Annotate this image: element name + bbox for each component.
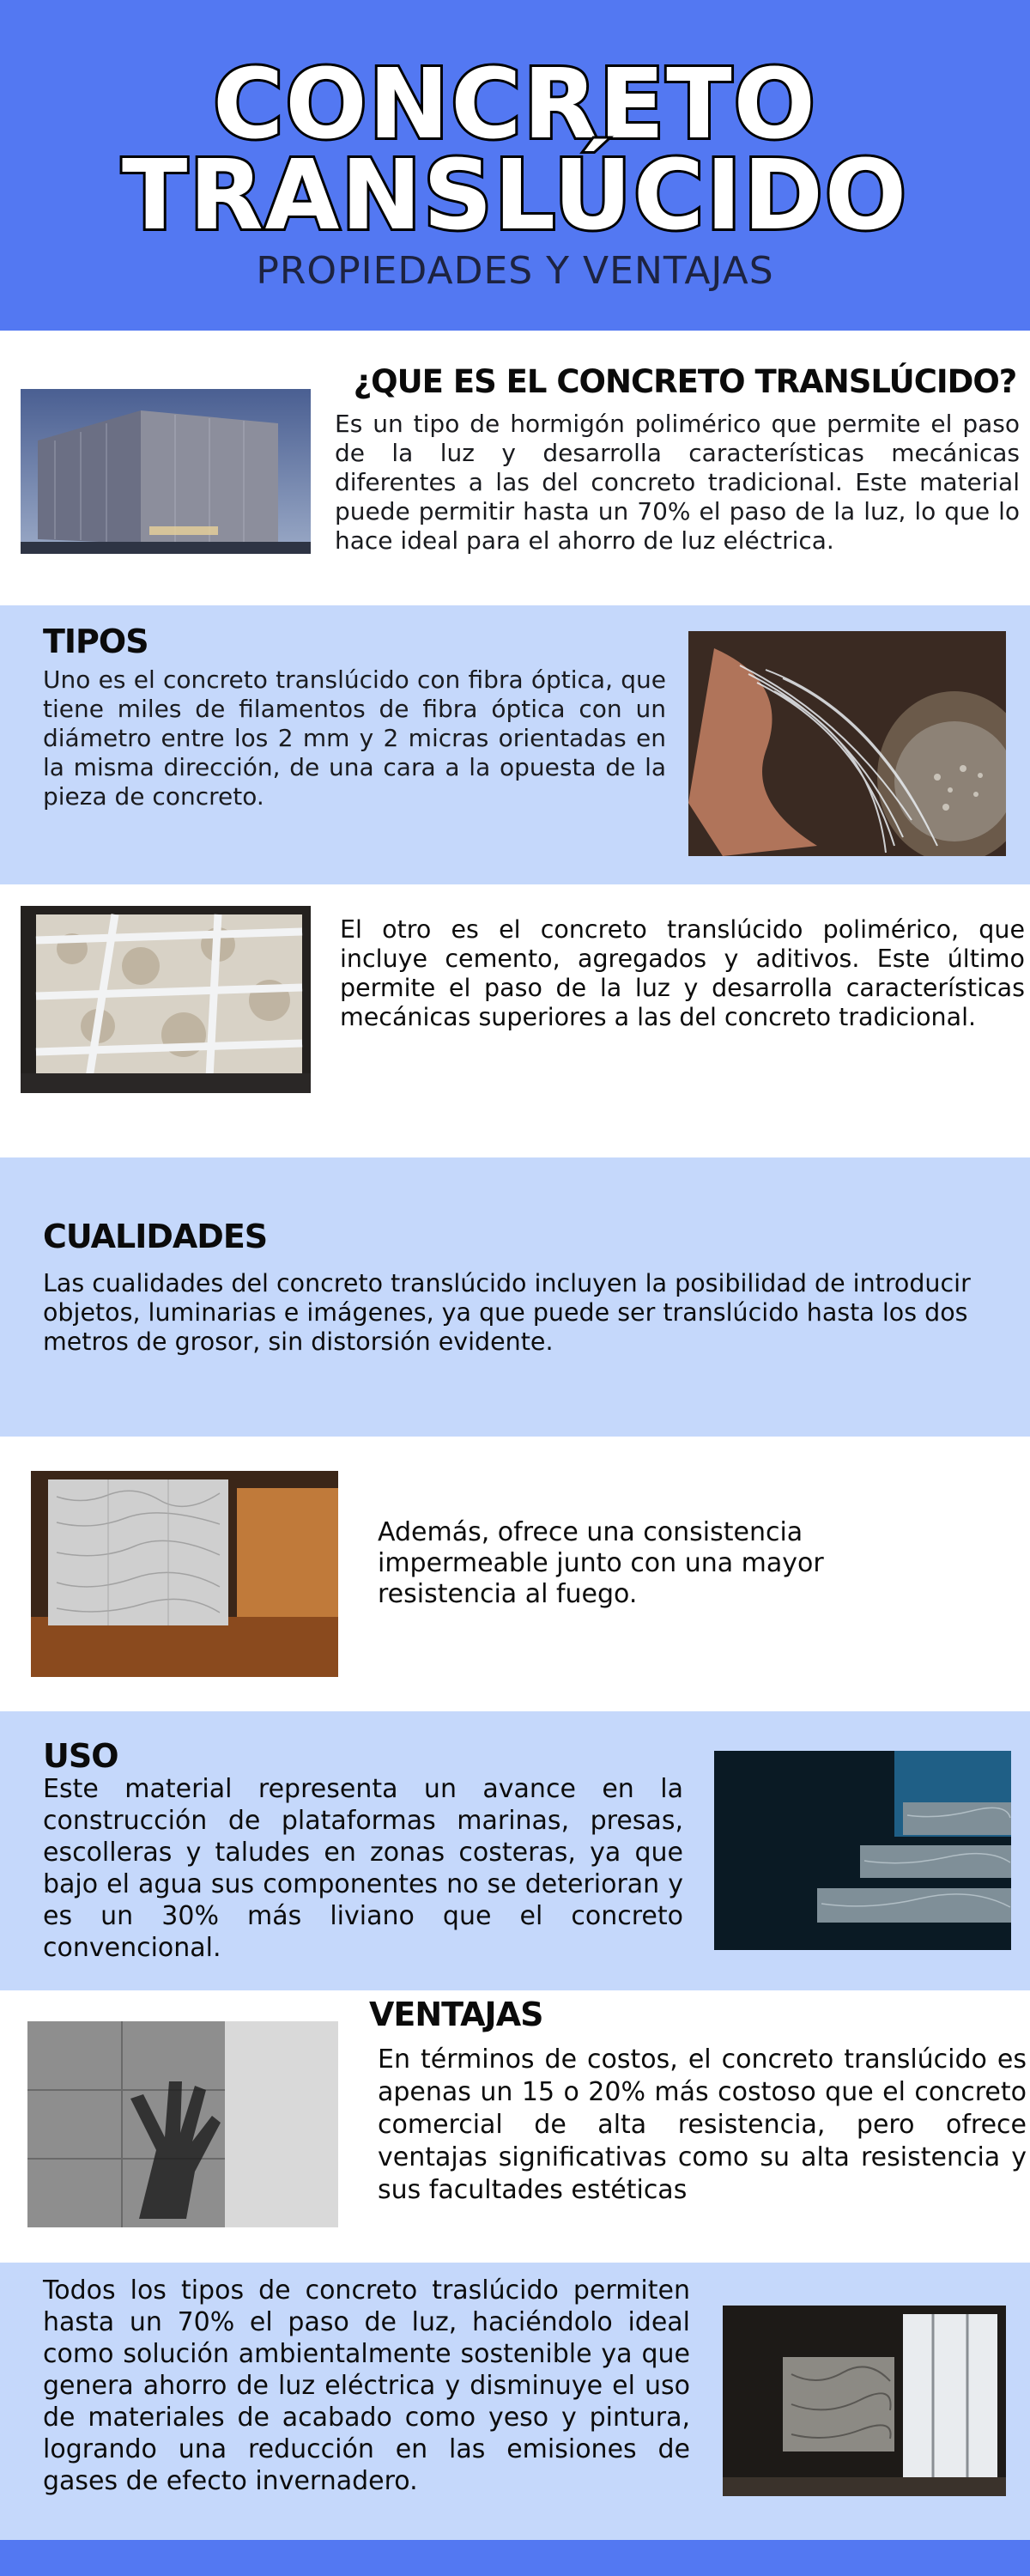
- heading-que-es: ¿QUE ES EL CONCRETO TRANSLÚCIDO?: [353, 363, 1017, 400]
- cualidades-text-2: Además, ofrece una consistencia impermeable junto con una mayor resistencia al fuego.: [378, 1517, 824, 1609]
- tipos-text-1: Uno es el concreto translúcido con fibra óptica, que tiene miles de filamentos de fibra óptica con un diámetro entre los 2 mm y 2 micras orientadas en la misma dirección, de una cara a la opuesta de la pieza de concreto.: [43, 665, 666, 811]
- interior-window-photo: [723, 2306, 1006, 2496]
- section-ventajas-sostenible: [0, 2263, 1030, 2540]
- heading-cualidades: CUALIDADES: [43, 1218, 268, 1255]
- building-photo: [21, 389, 311, 554]
- que-es-text: Es un tipo de hormigón polimérico que permite el paso de la luz y desarrolla características mecánicas diferentes a las del concreto tradicional. Este material puede permitir hasta un 70% el paso de la luz, lo que lo hace ideal para el ahorro de luz eléctrica.: [335, 410, 1020, 555]
- title-line-1: CONCRETO: [213, 49, 817, 161]
- section-uso: [0, 1711, 1030, 1990]
- glowing-wall-photo: [31, 1471, 338, 1677]
- footer-band: [0, 2540, 1030, 2576]
- cualidades-text-1: Las cualidades del concreto translúcido incluyen la posibilidad de introducir objetos, luminarias e imágenes, ya que puede ser translúcido hasta los dos metros de grosor, sin distorsión evidente.: [43, 1269, 971, 1356]
- section-ventajas: [0, 1990, 1030, 2263]
- ventajas-text-2: Todos los tipos de concreto traslúcido permiten hasta un 70% el paso de luz, haciéndolo ideal como solución ambientalmente sostenible ya que genera ahorro de luz eléctrica y disminuye el uso de materiales de acabado como yeso y pintura, logrando una reducción en las emisiones de gases de efecto invernadero.: [43, 2275, 690, 2496]
- title-line-2: TRANSLÚCIDO: [121, 140, 909, 252]
- stairs-photo: [714, 1751, 1011, 1950]
- section-tipos: [0, 605, 1030, 884]
- section-que-es: [0, 331, 1030, 605]
- fiber-optic-photo: [688, 631, 1006, 856]
- section-tipos-polimerico: [0, 884, 1030, 1157]
- section-cualidades-extra: [0, 1437, 1030, 1711]
- hand-shadow-photo: [27, 2021, 338, 2227]
- uso-text: Este material representa un avance en la construcción de plataformas marinas, presas, escolleras y taludes en zonas costeras, ya que bajo el agua sus componentes no se deterioran y es un 30% más liviano que el concreto convencional.: [43, 1774, 683, 1963]
- heading-tipos: TIPOS: [43, 623, 148, 660]
- section-cualidades: [0, 1157, 1030, 1437]
- ventajas-text-1: En términos de costos, el concreto translúcido es apenas un 15 o 20% más costoso que el concreto comercial de alta resistencia, pero ofrece ventajas significativas como su alta resistencia y sus facultades estéticas: [378, 2044, 1027, 2205]
- subtitle: PROPIEDADES Y VENTAJAS: [256, 249, 774, 293]
- ceiling-panels-photo: [21, 906, 311, 1093]
- heading-uso: USO: [43, 1737, 118, 1775]
- tipos-text-2: El otro es el concreto translúcido polimérico, que incluye cemento, agregados y aditivos. Este último permite el paso de la luz y desarrolla características mecánicas superiores a las del concreto tradicional.: [340, 915, 1025, 1031]
- header-banner: [0, 0, 1030, 331]
- heading-ventajas: VENTAJAS: [369, 1996, 543, 2033]
